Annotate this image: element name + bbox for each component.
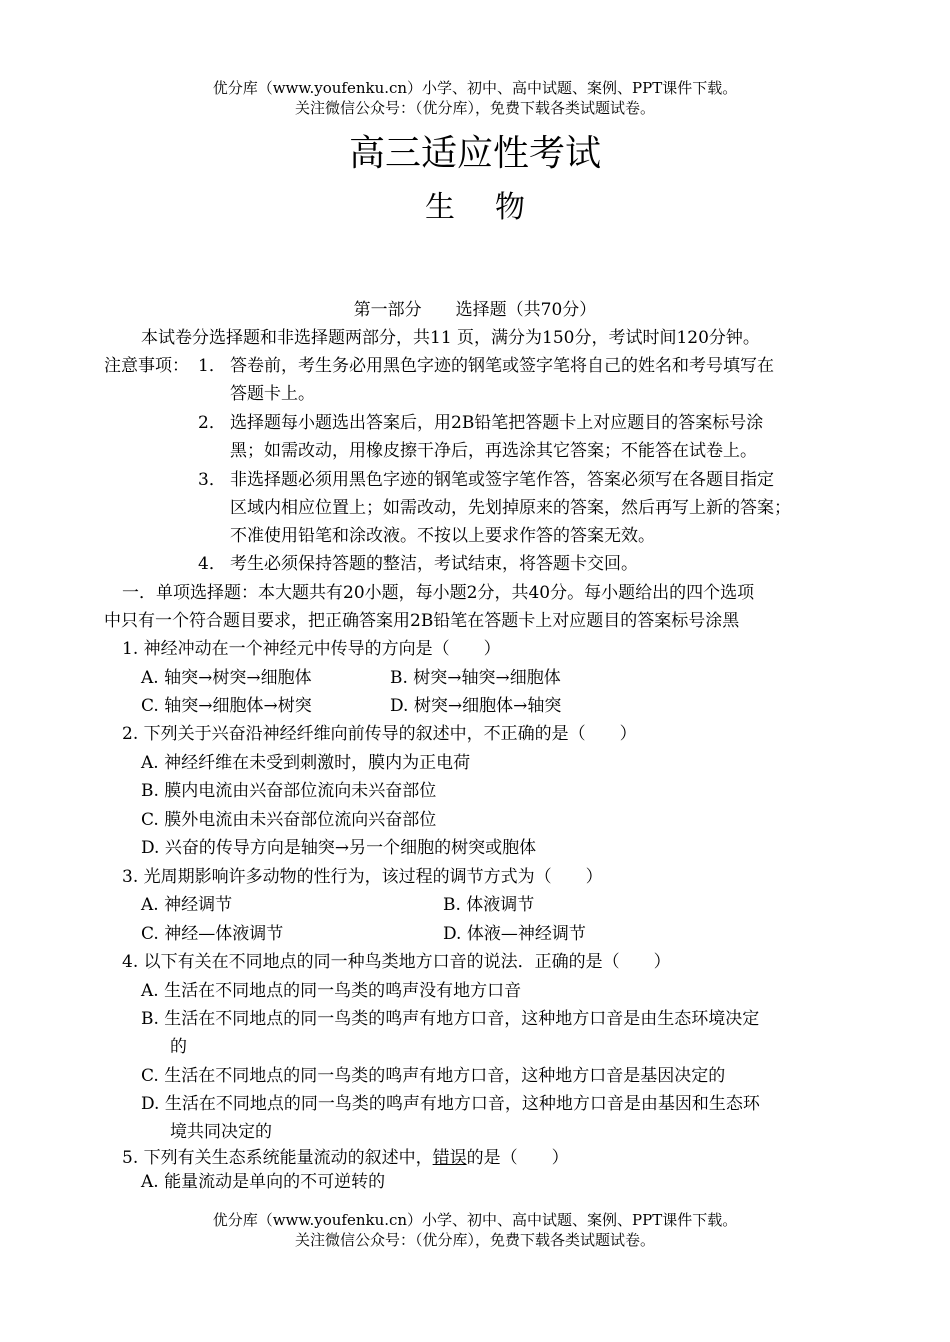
note-text: 区域内相应位置上；如需改动，先划掉原来的答案，然后再写上新的答案； — [230, 498, 791, 518]
part-heading: 第一部分 选择题（共70分） — [353, 300, 597, 320]
note-text: 非选择题必须用黑色字迹的钢笔或签字笔作答，答案必须写在各题目指定 — [230, 470, 774, 490]
question-stem — [122, 1146, 569, 1170]
option-d: D. 树突→细胞体→轴突 — [390, 696, 562, 716]
footer-line-1: 优分库（www.youfenku.cn）小学、初中、高中试题、案例、PPT课件下载。 — [212, 1211, 738, 1229]
section-instructions-line-1: 一．单项选择题：本大题共有20小题，每小题2分，共40分。每小题给出的四个选项 — [122, 583, 755, 603]
stem-suffix: 的是（ ） — [466, 1148, 569, 1168]
option-a: A. 神经调节 — [141, 895, 233, 915]
option-c: C. 神经—体液调节 — [141, 924, 284, 944]
stem-prefix: 5. 下列有关生态系统能量流动的叙述中， — [122, 1148, 433, 1168]
exam-subject: 生物 — [425, 190, 565, 225]
option-c: C. 生活在不同地点的同一鸟类的鸣声有地方口音，这种地方口音是基因决定的 — [141, 1066, 726, 1086]
option-a: A. 轴突→树突→细胞体 — [141, 668, 312, 688]
option-d: D. 兴奋的传导方向是轴突→另一个细胞的树突或胞体 — [141, 838, 537, 858]
option-b-continued: 的 — [170, 1037, 187, 1057]
option-b: B. 体液调节 — [443, 895, 535, 915]
option-b: B. 膜内电流由兴奋部位流向未兴奋部位 — [141, 781, 437, 801]
note-text: 答卷前，考生务必用黑色字迹的钢笔或签字笔将自己的姓名和考号填写在 — [230, 356, 774, 376]
option-a: A. 能量流动是单向的不可逆转的 — [141, 1172, 386, 1192]
note-number: 3． — [198, 470, 226, 490]
note-text: 不准使用铅笔和涂改液。不按以上要求作答的答案无效。 — [230, 526, 655, 546]
note-number: 4． — [198, 554, 226, 574]
option-c: C. 膜外电流由未兴奋部位流向兴奋部位 — [141, 810, 437, 830]
option-b: B. 生活在不同地点的同一鸟类的鸣声有地方口音，这种地方口音是由生态环境决定 — [141, 1009, 760, 1029]
question-stem: 4. 以下有关在不同地点的同一种鸟类地方口音的说法．正确的是（ ） — [122, 952, 671, 972]
question-stem: 1. 神经冲动在一个神经元中传导的方向是（ ） — [122, 639, 501, 659]
header-line-2: 关注微信公众号：（优分库），免费下载各类试题试卷。 — [294, 99, 655, 117]
note-text: 答题卡上。 — [230, 384, 315, 404]
footer-line-2: 关注微信公众号：（优分库），免费下载各类试题试卷。 — [294, 1231, 655, 1249]
option-a: A. 神经纤维在未受到刺激时，膜内为正电荷 — [141, 753, 471, 773]
part-intro: 本试卷分选择题和非选择题两部分，共11 页，满分为150分，考试时间120分钟。 — [141, 328, 760, 348]
note-text: 黑；如需改动，用橡皮擦干净后，再选涂其它答案；不能答在试卷上。 — [230, 441, 757, 461]
notes-label: 注意事项： — [104, 356, 189, 376]
option-d-continued: 境共同决定的 — [170, 1122, 272, 1142]
question-stem: 3. 光周期影响许多动物的性行为，该过程的调节方式为（ ） — [122, 867, 603, 887]
stem-underlined-word: 错误 — [432, 1148, 467, 1168]
option-d: D. 生活在不同地点的同一鸟类的鸣声有地方口音，这种地方口音是由基因和生态环 — [141, 1094, 760, 1114]
question-stem: 2. 下列关于兴奋沿神经纤维向前传导的叙述中，不正确的是（ ） — [122, 724, 637, 744]
exam-title: 高三适应性考试 — [348, 133, 601, 174]
header-line-1: 优分库（www.youfenku.cn）小学、初中、高中试题、案例、PPT课件下载。 — [212, 79, 738, 97]
section-instructions-line-2: 中只有一个符合题目要求，把正确答案用2B铅笔在答题卡上对应题目的答案标号涂黑 — [104, 611, 740, 631]
note-number: 1． — [198, 356, 226, 376]
option-a: A. 生活在不同地点的同一鸟类的鸣声没有地方口音 — [141, 981, 522, 1001]
option-b: B. 树突→轴突→细胞体 — [390, 668, 561, 688]
note-text: 考生必须保持答题的整洁，考试结束，将答题卡交回。 — [230, 554, 638, 574]
note-number: 2． — [198, 413, 226, 433]
option-d: D. 体液—神经调节 — [443, 924, 586, 944]
note-text: 选择题每小题选出答案后，用2B铅笔把答题卡上对应题目的答案标号涂 — [230, 413, 764, 433]
option-c: C. 轴突→细胞体→树突 — [141, 696, 312, 716]
